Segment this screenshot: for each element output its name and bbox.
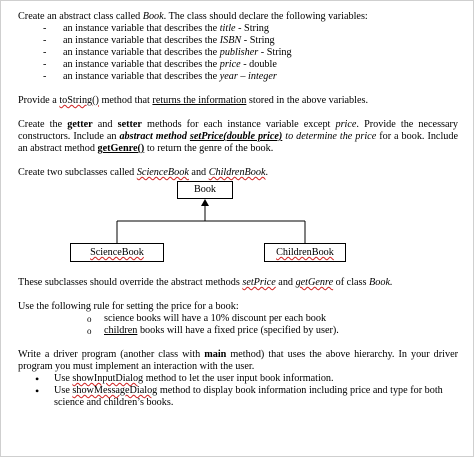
- text: to determine the price: [282, 131, 377, 142]
- intro-text: Create an abstract class called: [18, 11, 143, 22]
- variable-type: – integer: [237, 71, 277, 82]
- driver-list: [18, 373, 458, 409]
- list-item: [18, 23, 458, 35]
- sciencebook-name: ScienceBook: [136, 167, 189, 178]
- text: and: [275, 277, 296, 288]
- method-name: showInputDialog: [72, 373, 144, 384]
- text: .: [389, 277, 393, 288]
- text: These subclasses should override the abstract methods: [18, 277, 243, 288]
- underlined-text: returns the information: [152, 95, 247, 106]
- subclasses-paragraph: [18, 167, 458, 179]
- list-item: [18, 35, 458, 47]
- variable-type: - double: [240, 59, 277, 70]
- text: Write a driver program (another class with: [18, 349, 205, 360]
- setprice-method: setPrice(double price): [189, 131, 283, 142]
- driver-paragraph: [18, 349, 458, 373]
- item-text: books will have a fixed price (specified by user).: [137, 325, 339, 336]
- setprice-name: setPrice: [242, 277, 276, 288]
- book-class-box: Book: [177, 181, 233, 199]
- text: method that: [98, 95, 153, 106]
- list-item: [18, 313, 458, 325]
- list-item: [18, 71, 458, 83]
- list-item: [18, 385, 458, 409]
- item-text: an instance variable that describes the: [63, 35, 220, 46]
- class-diagram: [18, 181, 458, 277]
- text: for a book. Include an abstract method: [18, 131, 458, 154]
- box-label: ChildrenBook: [276, 247, 334, 258]
- getter-setter-paragraph: [18, 119, 458, 155]
- childrenbook-class-box: [264, 243, 346, 262]
- inheritance-arrows: [18, 181, 458, 277]
- intro-text-end: . The class should declare the following variables:: [163, 11, 368, 22]
- item-text: an instance variable that describes the: [63, 23, 220, 34]
- list-item: [18, 373, 458, 385]
- arrow-head: [201, 199, 209, 206]
- list-item: [18, 59, 458, 71]
- variable-name: year: [219, 71, 238, 82]
- document-body: [18, 11, 458, 409]
- main-keyword: main: [204, 349, 227, 360]
- text: and: [92, 119, 118, 130]
- variable-name: publisher: [219, 47, 259, 58]
- setter-keyword: setter: [117, 119, 142, 130]
- getgenre-name: getGenre: [295, 277, 334, 288]
- text: to return the genre of the book.: [144, 143, 274, 154]
- text: method) that uses the above hierarchy. In your driver program you must implement an interaction with the user.: [18, 349, 459, 372]
- text: .: [265, 167, 269, 178]
- variable-name: title: [219, 23, 236, 34]
- tostring-paragraph: [18, 95, 458, 107]
- childrenbook-name: ChildrenBook: [208, 167, 266, 178]
- rule-intro: Use the following rule for setting the price for a book:: [18, 301, 239, 312]
- text: . Provide the necessary constructors. Include an: [18, 119, 459, 142]
- item-text: method to let the user input book information.: [143, 373, 334, 384]
- text: stored in the above variables.: [246, 95, 369, 106]
- class-name-book: Book: [142, 11, 164, 22]
- list-item: [18, 47, 458, 59]
- variable-list: [18, 23, 458, 83]
- item-text: Use: [54, 385, 73, 396]
- text: Provide a: [18, 95, 60, 106]
- tostring-method: toString(): [59, 95, 99, 106]
- item-text: an instance variable that describes the: [63, 71, 220, 82]
- item-text: an instance variable that describes the: [63, 59, 220, 70]
- item-text: method to display book information including price and type for both science and children’s books.: [54, 385, 443, 408]
- variable-name: price: [219, 59, 241, 70]
- item-text: an instance variable that describes the: [63, 47, 220, 58]
- method-name: showMessageDialog: [72, 385, 158, 396]
- text: of class: [333, 277, 370, 288]
- abstract-method-keyword: abstract method: [119, 131, 190, 142]
- intro-paragraph: [18, 11, 458, 23]
- text: Create two subclasses called: [18, 167, 137, 178]
- text: and: [188, 167, 209, 178]
- text: Create the: [18, 119, 68, 130]
- class-name: Book: [369, 277, 390, 288]
- getgenre-method: getGenre(): [97, 143, 145, 154]
- variable-type: - String: [258, 47, 292, 58]
- sciencebook-class-box: [70, 243, 164, 262]
- variable-name: ISBN: [219, 35, 242, 46]
- item-text: Use: [54, 373, 73, 384]
- text: methods for each instance variable except: [141, 119, 336, 130]
- price-keyword: price: [335, 119, 357, 130]
- box-label: ScienceBook: [90, 247, 144, 258]
- item-text: science books will have a 10% discount per each book: [104, 313, 327, 324]
- override-paragraph: [18, 277, 458, 289]
- getter-keyword: getter: [67, 119, 93, 130]
- list-item: [18, 325, 458, 337]
- variable-type: - String: [235, 23, 269, 34]
- rule-list: [18, 313, 458, 337]
- underlined-text: children: [104, 325, 138, 336]
- variable-type: - String: [241, 35, 275, 46]
